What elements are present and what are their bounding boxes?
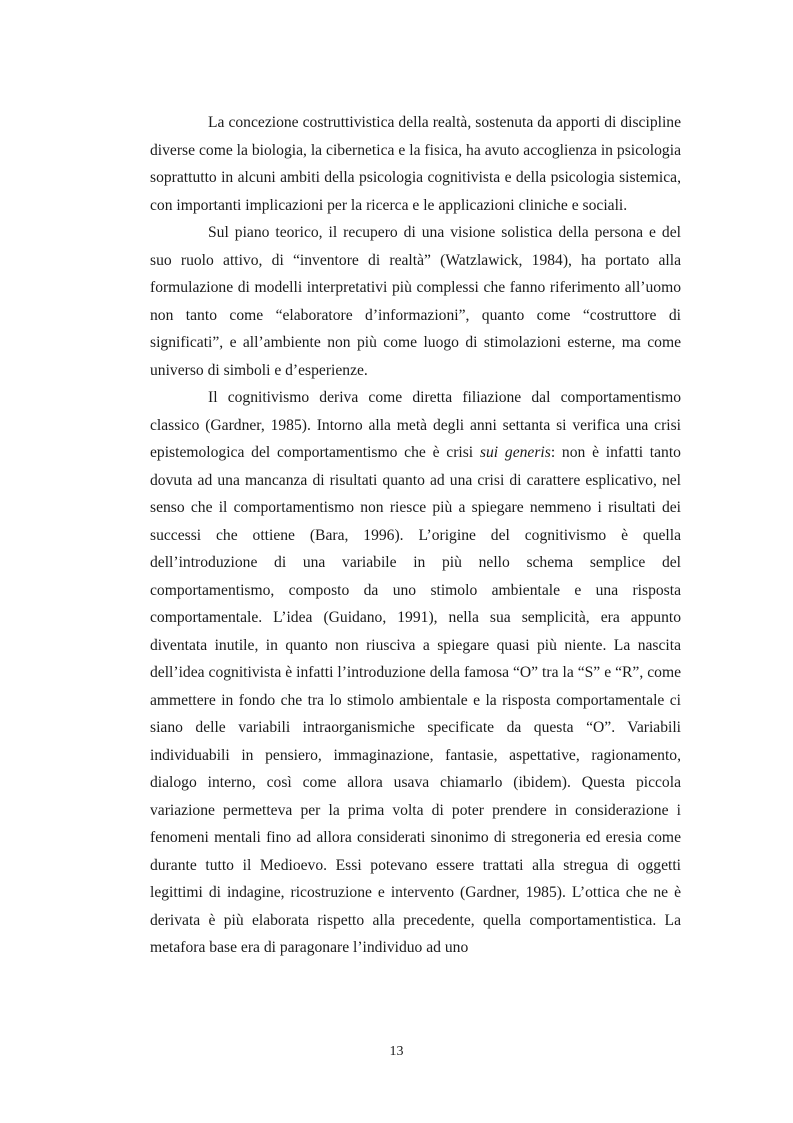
page-number: 13 [389,1044,404,1059]
body-text [150,109,681,962]
paragraph: Sul piano teorico, il recupero di una visione solistica della persona e del suo ruolo attivo, di “inventore di realtà” (Watzlawick, 1984), ha portato alla formulazione di modelli interpretativi più complessi che fanno riferimento all’uomo non tanto come “elaboratore d’informazioni”, quanto come “costruttore di significati”, e all’ambiente non più come luogo di stimolazioni esterne, ma come universo di simboli e d’esperienze. [150,224,681,379]
paragraph-text: Il cognitivismo deriva come diretta filiazione dal comportamentismo classico (Gardner, 1985). Intorno alla metà degli anni settanta si verifica una crisi epistemologica del comportamentismo che è crisi [150,389,681,461]
italic-term: sui generis [479,444,551,461]
paragraph [150,384,681,962]
paragraph-text: : non è infatti tanto dovuta ad una mancanza di risultati quanto ad una crisi di carattere esplicativo, nel senso che il comportamentismo non riesce più a spiegare nemmeno i risultati dei successi che ottiene (Bara, 1996). L’origine del cognitivismo è quella dell’introduzione di una variabile in più nello schema semplice del comportamentismo, composto da uno stimolo ambientale e una risposta comportamentale. L’idea (Guidano, 1991), nella sua semplicità, era appunto diventata inutile, in quanto non riusciva a spiegare quasi più niente. La nascita dell’idea cognitivista è infatti l’introduzione della famosa “O” tra la “S” e “R”, come ammettere in fondo che tra lo stimolo ambientale e la risposta comportamentale ci siano delle variabili intraorganismiche specificate da questa “O”. Variabili individuabili in pensiero, immaginazione, fantasie, aspettative, ragionamento, dialogo interno, così come allora usava chiamarlo (ibidem). Questa piccola variazione permetteva per la prima volta di poter prendere in considerazione i fenomeni mentali fino ad allora considerati sinonimo di stregoneria ed eresia come durante tutto il Medioevo. Essi potevano essere trattati alla stregua di oggetti legittimi di indagine, ricostruzione e intervento (Gardner, 1985). L’ottica che ne è derivata è più elaborata rispetto alla precedente, quella comportamentistica. La metafora base era di paragonare l’individuo ad uno [150,444,681,956]
paragraph: La concezione costruttivistica della realtà, sostenuta da apporti di discipline diverse come la biologia, la cibernetica e la fisica, ha avuto accoglienza in psicologia soprattutto in alcuni ambiti della psicologia cognitivista e della psicologia sistemica, con importanti implicazioni per la ricerca e le applicazioni cliniche e sociali. [150,114,681,214]
